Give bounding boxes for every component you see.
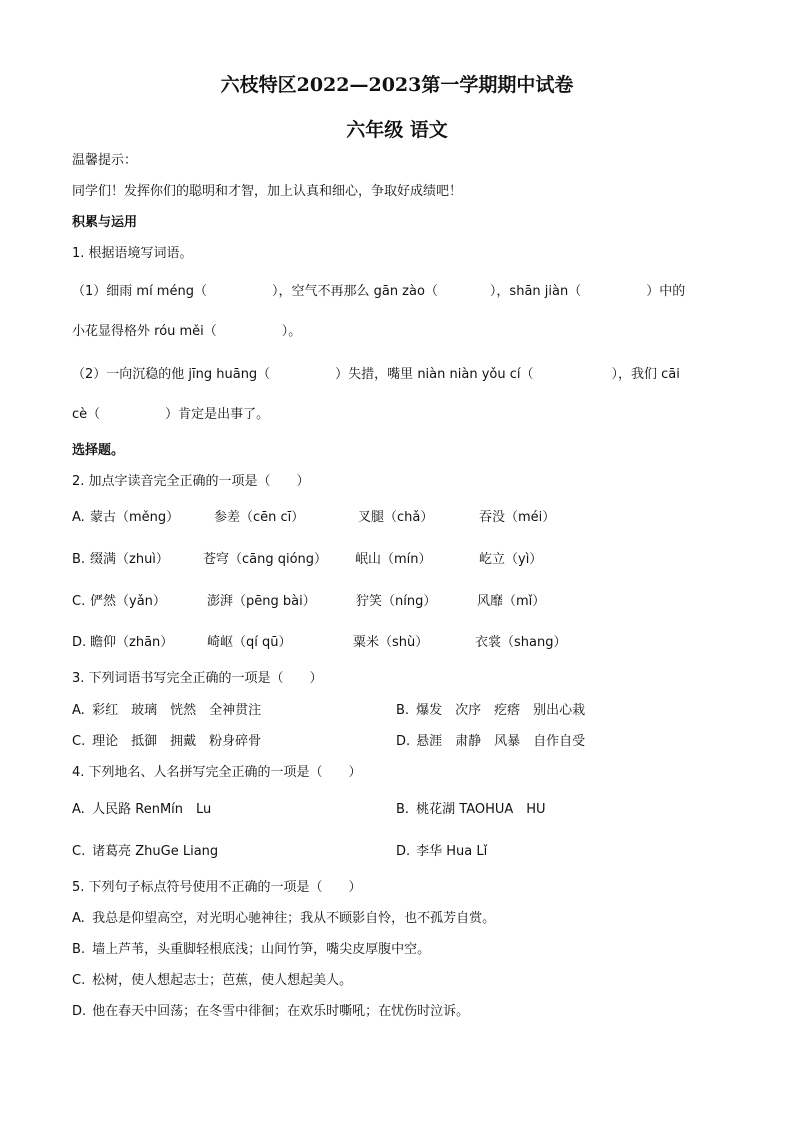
q4-option-a [72,801,211,819]
q1-part2-line1: （2）一向沉稳的他 jīng huāng（ ）失措，嘴里 niàn niàn yǒu cí（ ），我们 cāi [72,367,680,382]
q3-option-a-label: A. [72,703,85,718]
q5-option-c [72,972,352,990]
q2-option-d-item: 瞻仰（zhān） [90,635,174,650]
q5-option-c-text: 松树，使人想起志士；芭蕉，使人想起美人。 [92,973,353,988]
q4-option-c-label: C. [72,844,86,859]
q5-option-a-text: 我总是仰望高空，对光明心驰神往；我从不顾影自怜，也不孤芳自赏。 [92,911,496,926]
q2-stem: 2. 加点字读音完全正确的一项是（ ） [72,474,310,489]
q2-option-c-label: C. [72,594,86,609]
q4-option-c [72,843,218,861]
section-title-choice: 选择题。 [72,443,125,458]
q5-option-d [72,1003,469,1021]
q5-option-b [72,941,430,959]
q2-option-d-item: 衣裳（shang） [475,635,567,650]
q4-option-a-text: 人民路 RenMín Lu [92,802,212,817]
q3-option-a-text: 彩红 玻璃 恍然 全神贯注 [92,703,262,718]
q2-option-b-item: 岷山（mín） [355,552,432,567]
q3-option-c-label: C. [72,734,86,749]
q3-option-d-text: 悬涯 肃静 风暴 自作自受 [416,734,586,749]
q4-option-d-text: 李华 Hua Lǐ [416,844,488,859]
q5-option-d-label: D. [72,1004,87,1019]
tips-text: 同学们！发挥你们的聪明和才智，加上认真和细心，争取好成绩吧！ [72,184,463,199]
tips-label: 温馨提示： [72,153,138,168]
q5-option-a-label: A. [72,911,85,926]
q2-option-a-label: A. [72,510,85,525]
q2-option-a-item: 蒙古（měng） [90,510,180,525]
q5-option-c-label: C. [72,973,86,988]
q5-option-b-text: 墙上芦苇，头重脚轻根底浅；山间竹笋，嘴尖皮厚腹中空。 [92,942,431,957]
section-title-accumulation: 积累与运用 [72,215,138,230]
q2-option-c-item: 俨然（yǎn） [90,594,166,609]
q4-option-b-label: B. [396,802,410,817]
q2-option-d-item: 崎岖（qí qū） [207,635,292,650]
exam-title: 六枝特区2022—2023第一学期期中试卷 [220,74,574,96]
q4-option-a-label: A. [72,802,85,817]
q5-stem: 5. 下列句子标点符号使用不正确的一项是（ ） [72,880,362,895]
q2-option-b-item: 苍穹（cāng qióng） [203,552,328,567]
q1-part1-line1: （1）细雨 mí méng（ ），空气不再那么 gān zào（ ），shān jiàn（ ）中的 [72,284,686,299]
q4-option-d [396,843,487,861]
q3-option-b-text: 爆发 次序 疙瘩 别出心栽 [416,703,586,718]
q3-option-c-text: 理论 抵御 拥戴 粉身碎骨 [92,734,262,749]
q2-option-b-label: B. [72,552,86,567]
q2-option-b-item: 屹立（yì） [479,552,543,567]
exam-subtitle: 六年级 语文 [346,119,448,141]
q3-option-c [72,733,261,751]
q4-option-b-text: 桃花湖 TAOHUA HU [416,802,546,817]
q3-stem: 3. 下列词语书写完全正确的一项是（ ） [72,671,323,686]
q1-part2-line2: cè（ ）肯定是出事了。 [72,407,270,422]
q4-option-d-label: D. [396,844,411,859]
q4-option-c-text: 诸葛亮 ZhuGe Liang [92,844,219,859]
q5-option-d-text: 他在春天中回荡；在冬雪中徘徊；在欢乐时嘶吼；在忧伤时泣诉。 [92,1004,470,1019]
q2-option-c-item: 风靡（mǐ） [477,594,546,609]
q5-option-a [72,910,495,928]
q2-option-d-item: 粟米（shù） [353,635,429,650]
q3-option-d [396,733,585,751]
q1-stem: 1. 根据语境写词语。 [72,246,193,261]
q3-option-b [396,702,585,720]
q4-option-b [396,801,546,819]
q2-option-c-item: 澎湃（pēng bài） [207,594,316,609]
q4-stem: 4. 下列地名、人名拼写完全正确的一项是（ ） [72,765,362,780]
q2-option-b-item: 缀满（zhuì） [90,552,169,567]
q5-option-b-label: B. [72,942,86,957]
q2-option-d-label: D. [72,635,87,650]
q2-option-a-item: 参差（cēn cī） [214,510,305,525]
q3-option-a [72,702,261,720]
q3-option-d-label: D. [396,734,411,749]
q2-option-a-item: 叉腿（chǎ） [358,510,434,525]
q2-option-a-item: 吞没（méi） [479,510,556,525]
q3-option-b-label: B. [396,703,410,718]
q2-option-c-item: 狞笑（níng） [356,594,437,609]
q1-part1-line2: 小花显得格外 róu měi（ ）。 [72,324,302,339]
